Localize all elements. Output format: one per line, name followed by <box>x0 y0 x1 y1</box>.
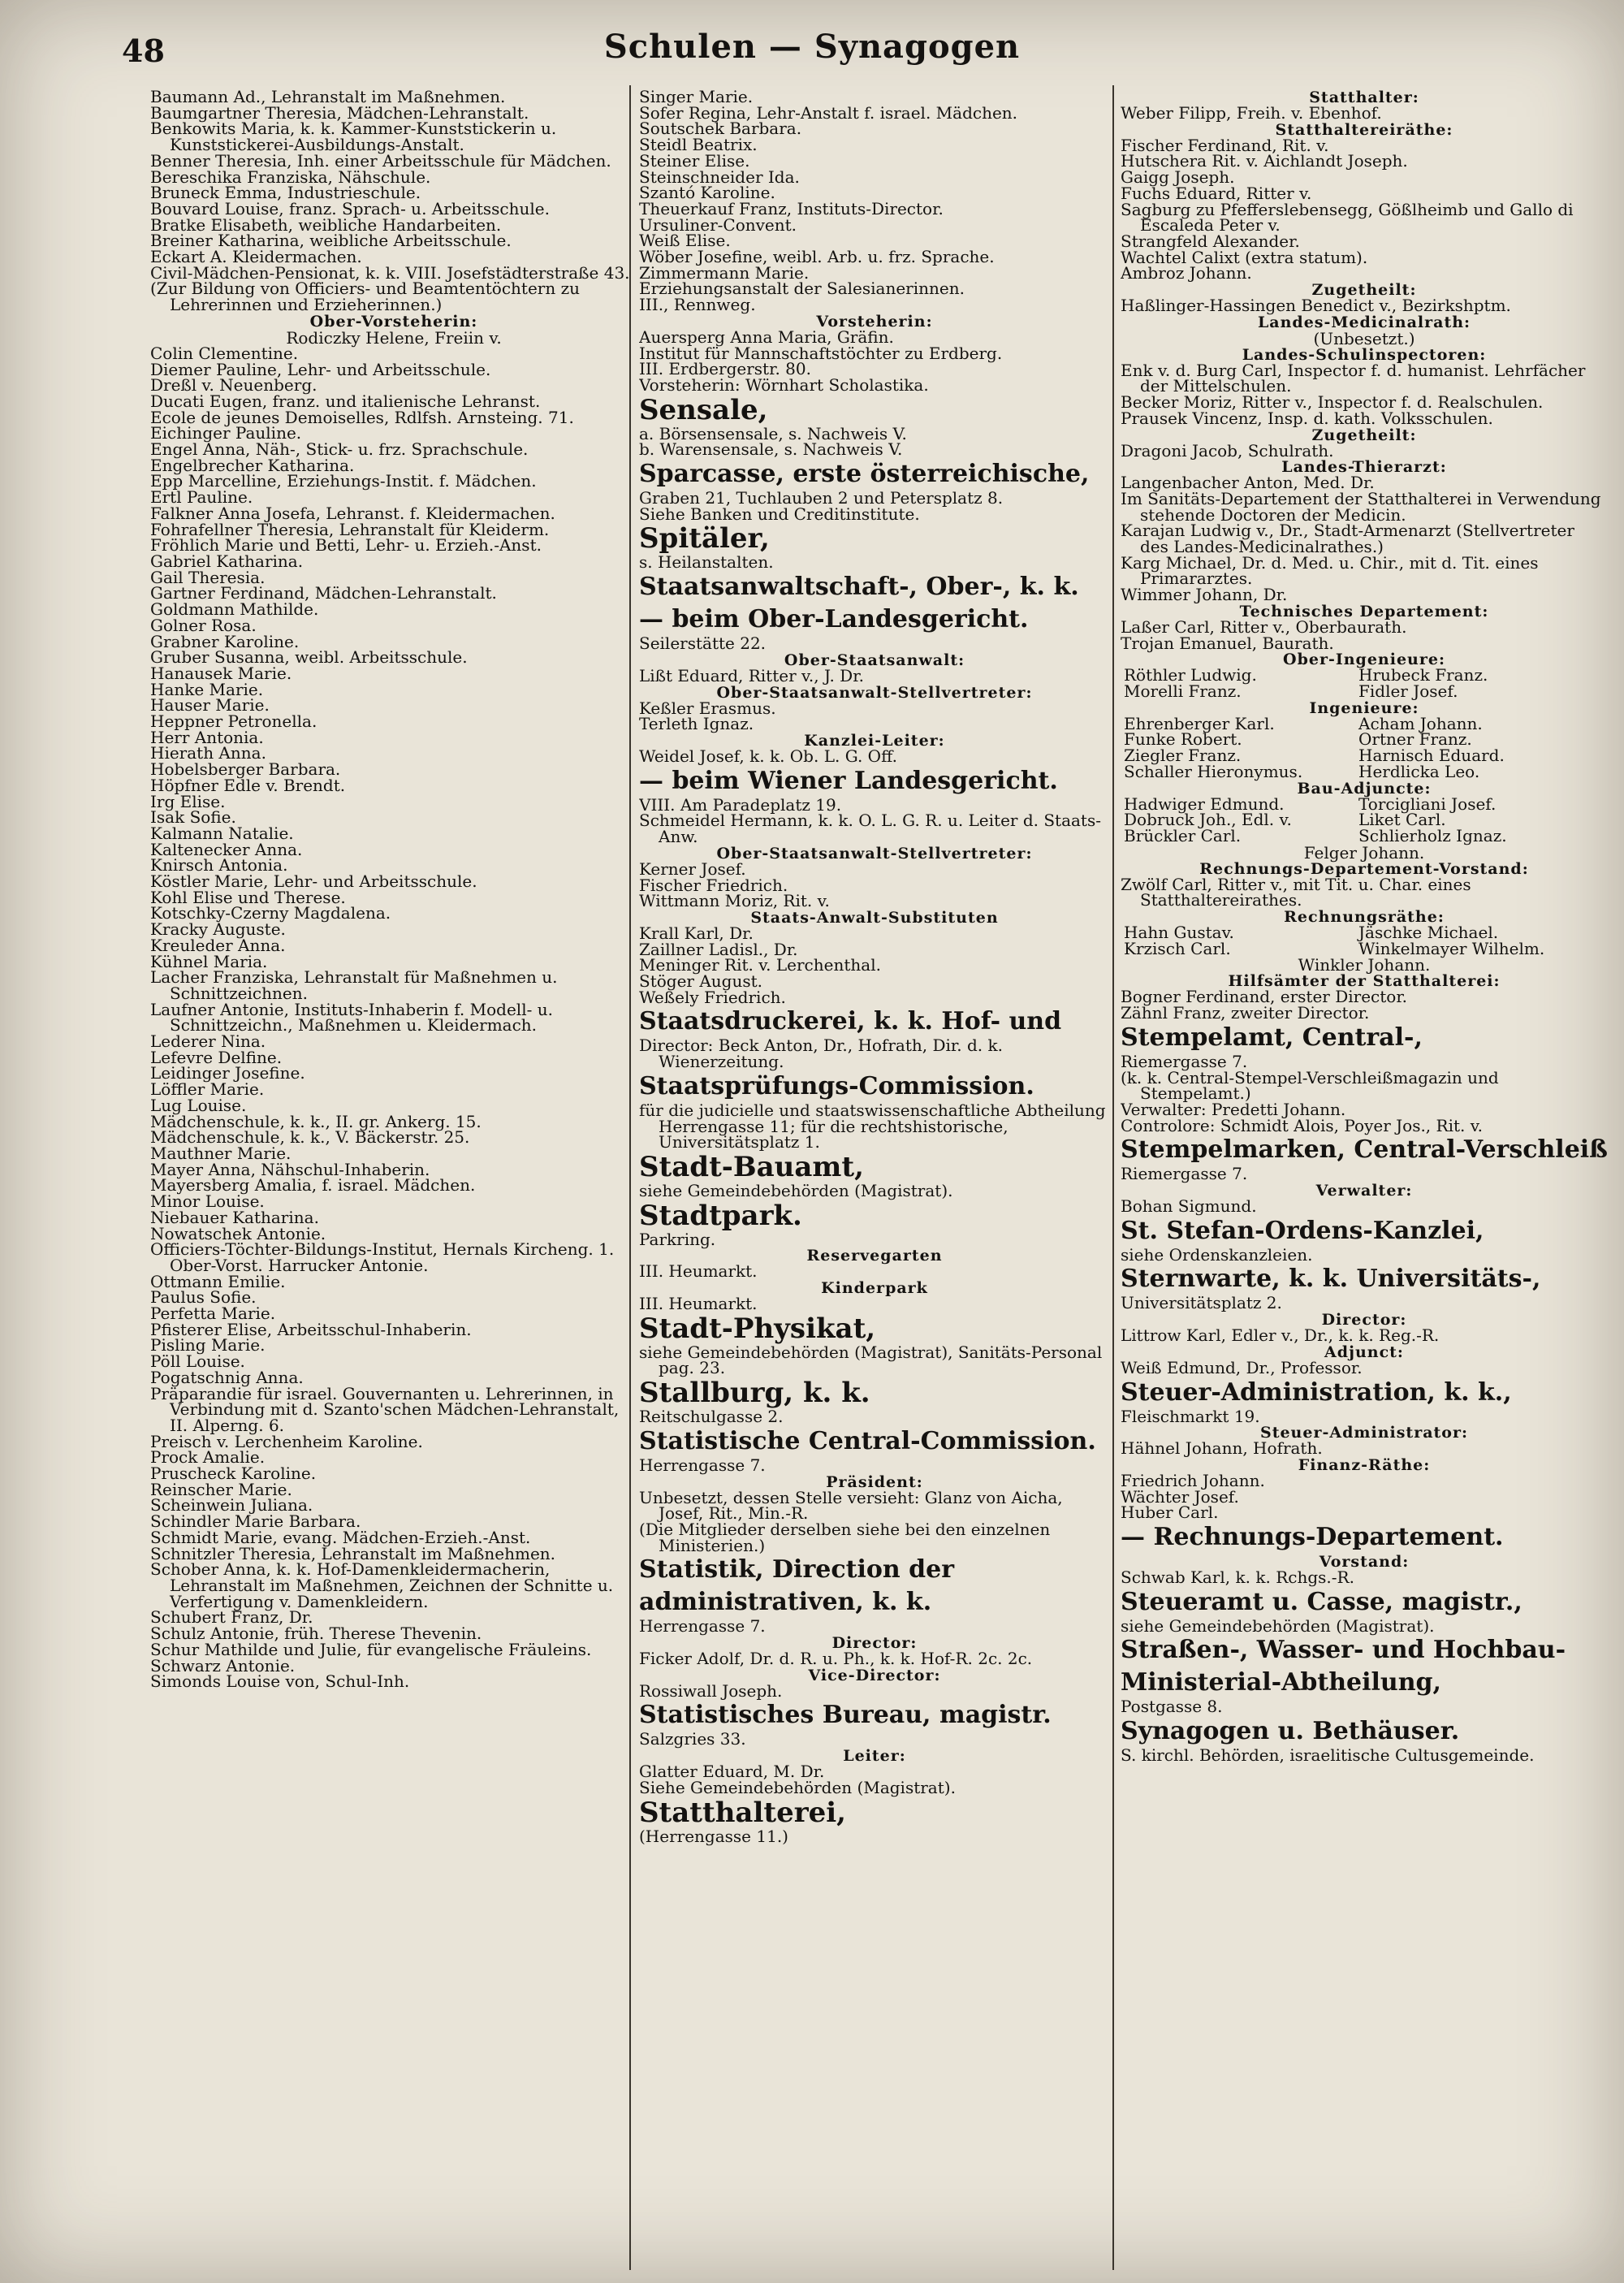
directory-entry: Keßler Erasmus. <box>639 698 776 718</box>
centered-entry: Rodiczky Helene, Freiin v. <box>286 327 502 348</box>
directory-entry: Ecole de jeunes Demoiselles, Rdlfsh. Arnsteing. 71. <box>150 407 574 427</box>
directory-entry: Glatter Eduard, M. Dr. <box>639 1762 825 1782</box>
directory-entry: Präparandie für israel. Gouvernanten u. Lehrerinnen, in Verbindung mit d. Szanto'schen Mädchen-Lehranstalt, II. Alperng. 6. <box>150 1383 620 1435</box>
directory-entry: Pfisterer Elise, Arbeitsschul-Inhaberin. <box>150 1319 472 1339</box>
directory-entry: (Zur Bildung von Officiers- und Beamtentöchtern zu Lehrerinnen und Erzieherinnen.) <box>150 279 581 315</box>
subheading: Landes-Medicinalrath: <box>1257 313 1471 331</box>
directory-entry: Fohrafellner Theresia, Lehranstalt für Kleiderm. <box>150 519 550 539</box>
section-heading: Sparcasse, erste österreichische, <box>639 460 1090 489</box>
directory-entry: Kohl Elise und Therese. <box>150 887 346 907</box>
section-heading: Statistik, Direction der administrativen, k. k. <box>639 1555 954 1617</box>
directory-entry: Kühnel Maria. <box>150 951 268 971</box>
directory-entry: Hauser Marie. <box>150 695 270 716</box>
directory-entry: Fröhlich Marie und Betti, Lehr- u. Erzieh.-Anst. <box>150 535 542 556</box>
directory-entry: Erziehungsanstalt der Salesianerinnen. <box>639 279 965 299</box>
pair-entry: Hadwiger Edmund. <box>1124 793 1285 814</box>
directory-entry: Kreuleder Anna. <box>150 935 286 955</box>
pair-entry: Krzisch Carl. <box>1124 938 1231 958</box>
directory-entry: Simonds Louise von, Schul-Inh. <box>150 1671 410 1692</box>
directory-entry: Weiß Elise. <box>639 231 731 251</box>
directory-entry: Nowatschek Antonie. <box>150 1223 326 1243</box>
directory-entry: Director: Beck Anton, Dr., Hofrath, Dir. d. k. Wienerzeitung. <box>639 1036 1003 1072</box>
pair-entry: Harnisch Eduard. <box>1358 746 1505 766</box>
section-heading: Straßen-, Wasser- und Hochbau-Ministerial-Abtheilung, <box>1121 1636 1566 1697</box>
pair-entry: Herdlicka Leo. <box>1358 761 1480 781</box>
directory-entry: III., Rennweg. <box>639 295 756 315</box>
directory-entry: Im Sanitäts-Departement der Statthalterei in Verwendung stehende Doctoren der Medicin. <box>1121 488 1601 525</box>
directory-entry: Diemer Pauline, Lehr- und Arbeitsschule. <box>150 359 491 379</box>
directory-entry: Mauthner Marie. <box>150 1144 292 1163</box>
directory-entry: Trojan Emanuel, Baurath. <box>1121 633 1334 653</box>
pair-entry: Ortner Franz. <box>1358 729 1472 750</box>
directory-entry: Preisch v. Lerchenheim Karoline. <box>150 1431 423 1451</box>
directory-entry: Meninger Rit. v. Lerchenthal. <box>639 955 881 975</box>
subheading: Landes-Thierarzt: <box>1281 458 1447 477</box>
section-heading: Stadt-Physikat, <box>639 1312 876 1345</box>
section-heading: Spitäler, <box>639 522 770 556</box>
subheading: Landes-Schulinspectoren: <box>1242 345 1487 364</box>
subheading: Ober-Vorsteherin: <box>309 312 478 331</box>
directory-entry: Hanke Marie. <box>150 679 264 699</box>
section-heading: Synagogen u. Bethäuser. <box>1121 1717 1460 1746</box>
directory-entry: Baumann Ad., Lehranstalt im Maßnehmen. <box>150 89 506 106</box>
centered-entry: Felger Johann. <box>1303 842 1425 863</box>
directory-entry: Civil-Mädchen-Pensionat, k. k. VIII. Josefstädterstraße 43. <box>150 262 630 283</box>
directory-entry: Officiers-Töchter-Bildungs-Institut, Hernals Kircheng. 1. Ober-Vorst. Harrucker Antonie. <box>150 1239 615 1275</box>
directory-entry: Pisling Marie. <box>150 1335 266 1356</box>
pair-entry: Ziegler Franz. <box>1124 746 1242 766</box>
directory-entry: Paulus Sofie. <box>150 1287 257 1308</box>
subheading: Ober-Staatsanwalt: <box>784 651 965 669</box>
directory-entry: Verwalter: Predetti Johann. <box>1121 1099 1346 1119</box>
directory-entry: Schwab Karl, k. k. Rchgs.-R. <box>1121 1567 1354 1588</box>
section-heading: Steueramt u. Casse, magistr., <box>1121 1587 1522 1616</box>
directory-entry: Karajan Ludwig v., Dr., Stadt-Armenarzt (Stellvertreter des Landes-Medicinalrathes.) <box>1121 521 1574 557</box>
subheading: Ober-Ingenieure: <box>1283 651 1445 669</box>
subheading: Vorstand: <box>1319 1553 1410 1572</box>
directory-entry: Breiner Katharina, weibliche Arbeitsschule. <box>150 231 512 251</box>
directory-entry: Lug Louise. <box>150 1095 247 1115</box>
subheading: Vorsteherin: <box>816 312 933 331</box>
section-heading: Stadt-Bauamt, <box>639 1150 864 1183</box>
directory-entry: Strangfeld Alexander. <box>1121 231 1300 251</box>
directory-entry: Siehe Gemeindebehörden (Magistrat). <box>639 1777 956 1797</box>
subheading: Reservegarten <box>806 1247 943 1265</box>
directory-entry: s. Heilanstalten. <box>639 552 774 573</box>
running-title: Schulen — Synagogen <box>603 28 1021 66</box>
directory-entry: Soutschek Barbara. <box>639 119 802 139</box>
directory-entry: Weßely Friedrich. <box>639 987 786 1007</box>
pair-entry: Morelli Franz. <box>1124 681 1242 701</box>
directory-entry: Prock Amalie. <box>150 1447 266 1468</box>
directory-entry: Gruber Susanna, weibl. Arbeitsschule. <box>150 647 468 668</box>
directory-entry: Fischer Friedrich. <box>639 875 788 895</box>
directory-entry: Herrengasse 7. <box>639 1616 766 1637</box>
directory-entry: Zähnl Franz, zweiter Director. <box>1121 1003 1370 1023</box>
directory-entry: Unbesetzt, dessen Stelle versieht: Glanz von Aicha, Josef, Rit., Min.-R. <box>639 1487 1063 1524</box>
directory-entry: Becker Moriz, Ritter v., Inspector f. d. Realschulen. <box>1121 392 1544 413</box>
subheading: Ober-Staatsanwalt-Stellvertreter: <box>716 683 1033 702</box>
directory-entry: Mayer Anna, Nähschul-Inhaberin. <box>150 1159 430 1179</box>
directory-entry: Lißt Eduard, Ritter v., J. Dr. <box>639 665 864 685</box>
directory-entry: Graben 21, Tuchlauben 2 und Petersplatz 8. <box>639 488 1004 508</box>
directory-entry: Ambroz Johann. <box>1121 263 1252 283</box>
pair-entry: Funke Robert. <box>1124 729 1242 750</box>
directory-entry: Gaigg Joseph. <box>1121 167 1235 188</box>
directory-entry: Schmeidel Hermann, k. k. O. L. G. R. u. Leiter d. Staats-Anw. <box>639 811 1101 847</box>
directory-entry: Langenbacher Anton, Med. Dr. <box>1121 473 1375 493</box>
directory-entry: Karg Michael, Dr. d. Med. u. Chir., mit d. Tit. eines Primararztes. <box>1121 552 1539 589</box>
directory-entry: Engelbrecher Katharina. <box>150 455 355 475</box>
directory-entry: III. Erdbergerstr. 80. <box>639 359 811 379</box>
directory-entry: Wittmann Moriz, Rit. v. <box>639 891 830 911</box>
directory-entry: Prausek Vincenz, Insp. d. kath. Volksschulen. <box>1121 408 1493 428</box>
directory-entry: Fischer Ferdinand, Rit. v. <box>1121 135 1329 155</box>
directory-entry: Institut für Mannschaftstöchter zu Erdberg. <box>639 343 1003 363</box>
directory-entry: Schwarz Antonie. <box>150 1655 296 1675</box>
pair-entry: Brückler Carl. <box>1124 825 1242 845</box>
directory-entry: Huber Carl. <box>1121 1503 1219 1523</box>
directory-entry: Reinscher Marie. <box>150 1479 292 1499</box>
directory-entry: Haßlinger-Hassingen Benedict v., Bezirkshptm. <box>1121 296 1511 316</box>
directory-entry: für die judicielle und staatswissenschaftliche Abtheilung Herrengasse 11; für die rechtshistorische, Universitätsplatz 1. <box>639 1100 1106 1152</box>
subheading: Leiter: <box>843 1747 906 1766</box>
section-heading: — beim Ober-Landesgericht. <box>639 605 1029 634</box>
directory-entry: Isak Sofie. <box>150 807 236 828</box>
directory-entry: Lacher Franziska, Lehranstalt für Maßnehmen u. Schnittzeichnen. <box>150 967 558 1003</box>
directory-entry: Eckart A. Kleidermachen. <box>150 247 362 267</box>
directory-entry: Heppner Petronella. <box>150 711 317 732</box>
directory-entry: Pogatschnig Anna. <box>150 1367 304 1387</box>
directory-entry: Engel Anna, Näh-, Stick- u. frz. Sprachschule. <box>150 439 529 460</box>
directory-entry: Steinschneider Ida. <box>639 166 800 187</box>
directory-entry: Wimmer Johann, Dr. <box>1121 585 1288 605</box>
directory-entry: Szantó Karoline. <box>639 183 775 203</box>
directory-entry: Seilerstätte 22. <box>639 633 767 654</box>
directory-entry: Löffler Marie. <box>150 1079 265 1100</box>
section-heading: St. Stefan-Ordens-Kanzlei, <box>1121 1216 1484 1245</box>
directory-entry: Kalmann Natalie. <box>150 823 294 843</box>
directory-entry: Baumgartner Theresia, Mädchen-Lehranstalt. <box>150 102 529 123</box>
directory-entry: Dragoni Jacob, Schulrath. <box>1121 440 1334 460</box>
directory-entry: Wachtel Calixt (extra statum). <box>1121 247 1368 267</box>
pair-entry: Fidler Josef. <box>1358 681 1458 701</box>
column-right <box>1121 89 1608 2274</box>
section-heading: Staatsprüfungs-Commission. <box>639 1071 1034 1100</box>
directory-entry: Theuerkauf Franz, Instituts-Director. <box>639 198 944 218</box>
pair-entry: Schlierholz Ignaz. <box>1358 825 1507 845</box>
subheading: Director: <box>831 1634 918 1653</box>
subheading: Präsident: <box>826 1472 923 1491</box>
subheading: Statthaltereiräthe: <box>1275 120 1453 139</box>
directory-entry: Littrow Karl, Edler v., Dr., k. k. Reg.-R. <box>1121 1325 1440 1346</box>
name-pair <box>1121 825 1608 845</box>
subheading: Rechnungsräthe: <box>1284 908 1445 927</box>
section-heading: Staatsdruckerei, k. k. Hof- und <box>639 1007 1062 1036</box>
subheading: Finanz-Räthe: <box>1298 1455 1431 1474</box>
pair-entry: Hahn Gustav. <box>1124 923 1234 943</box>
name-pair <box>1121 681 1608 701</box>
directory-entry: Auersperg Anna Maria, Gräfin. <box>639 326 894 347</box>
directory-entry: siehe Gemeindebehörden (Magistrat). <box>1121 1615 1435 1636</box>
directory-entry: siehe Gemeindebehörden (Magistrat). <box>639 1180 953 1200</box>
section-heading: Statthalterei, <box>639 1796 846 1829</box>
directory-entry: Schindler Marie Barbara. <box>150 1511 361 1532</box>
subheading: Kinderpark <box>821 1279 928 1298</box>
directory-entry: Weber Filipp, Freih. v. Ebenhof. <box>1121 103 1382 123</box>
directory-entry: Riemergasse 7. <box>1121 1164 1248 1184</box>
directory-entry: Herr Antonia. <box>150 727 264 747</box>
directory-entry: Universitätsplatz 2. <box>1121 1293 1282 1313</box>
directory-entry: Scheinwein Juliana. <box>150 1495 313 1516</box>
pair-entry: Röthler Ludwig. <box>1124 665 1257 685</box>
directory-entry: Parkring. <box>639 1229 716 1249</box>
directory-entry: Wöber Josefine, weibl. Arb. u. frz. Sprache. <box>639 247 995 267</box>
directory-entry: Schmidt Marie, evang. Mädchen-Erzieh.-Anst. <box>150 1527 531 1547</box>
section-heading: Sternwarte, k. k. Universitäts-, <box>1121 1265 1541 1294</box>
subheading: Director: <box>1321 1311 1407 1330</box>
directory-entry: Sofer Regina, Lehr-Anstalt f. israel. Mädchen. <box>639 102 1018 123</box>
subheading: Hilfsämter der Statthalterei: <box>1228 972 1501 991</box>
section-heading: Statistisches Bureau, magistr. <box>639 1701 1052 1730</box>
directory-entry: Vorsteherin: Wörnhart Scholastika. <box>639 374 929 395</box>
directory-entry: Niebauer Katharina. <box>150 1207 319 1227</box>
directory-entry: Hierath Anna. <box>150 743 266 763</box>
directory-entry: Epp Marcelline, Erziehungs-Instit. f. Mädchen. <box>150 471 537 491</box>
directory-entry: Ducati Eugen, franz. und italienische Lehranst. <box>150 391 541 411</box>
directory-entry: Salzgries 33. <box>639 1729 746 1749</box>
directory-entry: Gail Theresia. <box>150 567 266 587</box>
directory-entry: Minor Louise. <box>150 1191 265 1212</box>
directory-entry: Ursuliner-Convent. <box>639 214 797 235</box>
directory-entry: Hanausek Marie. <box>150 663 292 683</box>
directory-entry: Ficker Adolf, Dr. d. R. u. Ph., k. k. Hof-R. 2c. 2c. <box>639 1649 1033 1669</box>
directory-entry: Controlore: Schmidt Alois, Poyer Jos., Rit. v. <box>1121 1115 1484 1135</box>
directory-entry: Eichinger Pauline. <box>150 423 302 443</box>
pair-entry: Acham Johann. <box>1358 713 1483 733</box>
directory-entry: Golner Rosa. <box>150 615 257 635</box>
directory-entry: Schubert Franz, Dr. <box>150 1607 313 1628</box>
subheading: Vice-Director: <box>808 1666 941 1684</box>
section-heading: Sensale, <box>639 393 768 426</box>
directory-entry: Grabner Karoline. <box>150 631 300 651</box>
directory-entry: Leidinger Josefine. <box>150 1063 305 1083</box>
directory-entry: Kaltenecker Anna. <box>150 839 303 859</box>
subheading: Zugetheilt: <box>1311 426 1417 444</box>
directory-entry: Benkowits Maria, k. k. Kammer-Kunststickerin u. Kunststickerei-Ausbildungs-Anstalt. <box>150 119 557 155</box>
directory-entry: VIII. Am Paradeplatz 19. <box>639 794 842 815</box>
directory-entry: III. Heumarkt. <box>639 1261 758 1282</box>
directory-entry: Steidl Beatrix. <box>639 135 758 155</box>
directory-entry: Schur Mathilde und Julie, für evangelische Fräuleins. <box>150 1639 592 1659</box>
subheading: Steuer-Administrator: <box>1259 1424 1469 1442</box>
pair-entry: Torcigliani Josef. <box>1358 793 1497 814</box>
directory-entry: Bohan Sigmund. <box>1121 1196 1257 1217</box>
directory-entry: Irg Elise. <box>150 791 226 811</box>
directory-entry: Sagburg zu Pfefferslebensegg, Gößlheimb und Gallo di Escaleda Peter v. <box>1121 199 1574 236</box>
directory-entry: Stöger August. <box>639 971 763 992</box>
directory-entry: Singer Marie. <box>639 89 754 106</box>
pair-entry: Dobruck Joh., Edl. v. <box>1124 810 1292 830</box>
column-left <box>150 89 637 2274</box>
directory-entry: Rossiwall Joseph. <box>639 1680 783 1701</box>
directory-entry: Schulz Antonie, früh. Therese Thevenin. <box>150 1624 482 1644</box>
directory-entry: a. Börsensensale, s. Nachweis V. <box>639 423 907 443</box>
directory-entry: (Herrengasse 11.) <box>639 1826 788 1846</box>
section-heading: Stempelmarken, Central-Verschleiß <box>1121 1135 1608 1165</box>
section-heading: — beim Wiener Landesgericht. <box>639 766 1058 795</box>
pair-entry: Liket Carl. <box>1358 810 1446 830</box>
directory-entry: Schober Anna, k. k. Hof-Damenkleidermacherin, Lehranstalt im Maßnehmen, Zeichnen der Schnitte u. Verfertigung v. Damenkleidern. <box>150 1559 614 1611</box>
directory-entry: Goldmann Mathilde. <box>150 599 319 620</box>
directory-entry: Krall Karl, Dr. <box>639 923 754 943</box>
directory-entry: Gabriel Katharina. <box>150 551 304 571</box>
directory-entry: Mädchenschule, k. k., V. Bäckerstr. 25. <box>150 1127 470 1148</box>
directory-entry: Fuchs Eduard, Ritter v. <box>1121 183 1312 203</box>
subheading: Rechnungs-Departement-Vorstand: <box>1199 859 1529 878</box>
directory-entry: Laßer Carl, Ritter v., Oberbaurath. <box>1121 616 1407 637</box>
column-divider-2 <box>1112 85 1114 2270</box>
directory-entry: Terleth Ignaz. <box>639 714 754 734</box>
directory-entry: Enk v. d. Burg Carl, Inspector f. d. humanist. Lehrfächer der Mittelschulen. <box>1121 360 1586 396</box>
subheading: Adjunct: <box>1324 1343 1404 1361</box>
subheading: Ober-Staatsanwalt-Stellvertreter: <box>716 844 1033 863</box>
directory-entry: Bouvard Louise, franz. Sprach- u. Arbeitsschule. <box>150 198 550 218</box>
directory-entry: Reitschulgasse 2. <box>639 1407 784 1427</box>
centered-entry: Winkler Johann. <box>1298 955 1431 975</box>
subheading: Staats-Anwalt-Substituten <box>750 908 999 927</box>
section-heading: Stadtpark. <box>639 1199 802 1232</box>
directory-entry: Köstler Marie, Lehr- und Arbeitsschule. <box>150 871 477 892</box>
directory-entry: Friedrich Johann. <box>1121 1470 1265 1490</box>
directory-entry: Riemergasse 7. <box>1121 1051 1248 1071</box>
pair-entry: Schaller Hieronymus. <box>1124 761 1303 781</box>
directory-entry: Kerner Josef. <box>639 858 746 879</box>
directory-entry: Bogner Ferdinand, erster Director. <box>1121 987 1408 1007</box>
directory-entry: Kracky Auguste. <box>150 919 286 940</box>
directory-entry: Postgasse 8. <box>1121 1697 1223 1717</box>
directory-entry: Bereschika Franziska, Nähschule. <box>150 166 431 187</box>
directory-entry: Fleischmarkt 19. <box>1121 1406 1260 1426</box>
name-pair <box>1121 761 1608 781</box>
subheading: Statthalter: <box>1309 89 1419 106</box>
pair-entry: Hrubeck Franz. <box>1358 665 1488 685</box>
directory-entry: Weidel Josef, k. k. Ob. L. G. Off. <box>639 746 897 766</box>
directory-entry: Pruscheck Karoline. <box>150 1464 317 1484</box>
subheading: Technisches Departement: <box>1239 602 1489 620</box>
directory-entry: Mädchenschule, k. k., II. gr. Ankerg. 15. <box>150 1111 482 1131</box>
directory-entry: Pöll Louise. <box>150 1351 245 1372</box>
subheading: Zugetheilt: <box>1311 281 1417 300</box>
directory-entry: Ertl Pauline. <box>150 487 253 508</box>
directory-entry: S. kirchl. Behörden, israelitische Cultusgemeinde. <box>1121 1745 1535 1766</box>
subheading: Bau-Adjuncte: <box>1297 779 1432 798</box>
directory-entry: Mayersberg Amalia, f. israel. Mädchen. <box>150 1175 476 1196</box>
directory-entry: Dreßl v. Neuenberg. <box>150 375 317 396</box>
directory-entry: Perfetta Marie. <box>150 1304 276 1324</box>
directory-entry: b. Warensensale, s. Nachweis V. <box>639 439 903 460</box>
subheading: Kanzlei-Leiter: <box>804 731 945 750</box>
directory-entry: Benner Theresia, Inh. einer Arbeitsschule für Mädchen. <box>150 150 611 171</box>
directory-entry: Knirsch Antonia. <box>150 855 288 876</box>
directory-entry: siehe Ordenskanzleien. <box>1121 1244 1313 1265</box>
directory-entry: Schnitzler Theresia, Lehranstalt im Maßnehmen. <box>150 1543 556 1563</box>
directory-entry: Hähnel Johann, Hofrath. <box>1121 1438 1323 1459</box>
directory-entry: Hobelsberger Barbara. <box>150 759 341 780</box>
directory-entry: Hutschera Rit. v. Aichlandt Joseph. <box>1121 151 1408 171</box>
directory-entry: (k. k. Central-Stempel-Verschleißmagazin und Stempelamt.) <box>1121 1067 1499 1104</box>
section-heading: Staatsanwaltschaft-, Ober-, k. k. <box>639 573 1079 602</box>
directory-entry: Lefevre Delfine. <box>150 1047 283 1067</box>
subheading: Ingenieure: <box>1309 698 1419 717</box>
directory-entry: Wächter Josef. <box>1121 1486 1239 1507</box>
directory-entry: Siehe Banken und Creditinstitute. <box>639 504 920 524</box>
pair-entry: Winkelmayer Wilhelm. <box>1358 938 1545 958</box>
directory-entry: (Die Mitglieder derselben siehe bei den einzelnen Ministerien.) <box>639 1519 1051 1555</box>
directory-entry: Kotschky-Czerny Magdalena. <box>150 903 391 923</box>
directory-entry: Ottmann Emilie. <box>150 1271 286 1291</box>
section-heading: Stallburg, k. k. <box>639 1377 870 1410</box>
directory-entry: Bruneck Emma, Industrieschule. <box>150 183 421 203</box>
directory-entry: Laufner Antonie, Instituts-Inhaberin f. Modell- u. Schnittzeichn., Maßnehmen u. Kleidermach. <box>150 999 553 1036</box>
directory-entry: Lederer Nina. <box>150 1031 266 1052</box>
pair-entry: Jäschke Michael. <box>1358 923 1499 943</box>
section-heading: Statistische Central-Commission. <box>639 1426 1096 1455</box>
directory-entry: siehe Gemeindebehörden (Magistrat), Sanitäts-Personal pag. 23. <box>639 1342 1103 1378</box>
directory-entry: Zwölf Carl, Ritter v., mit Tit. u. Char. eines Statthaltereirathes. <box>1121 874 1471 910</box>
directory-entry: Zimmermann Marie. <box>639 262 810 283</box>
directory-entry: Weiß Edmund, Dr., Professor. <box>1121 1357 1363 1377</box>
directory-entry: Colin Clementine. <box>150 343 299 363</box>
section-heading: — Rechnungs-Departement. <box>1121 1523 1504 1552</box>
directory-entry: Falkner Anna Josefa, Lehranst. f. Kleidermachen. <box>150 503 555 523</box>
section-heading: Steuer-Administration, k. k., <box>1121 1377 1512 1407</box>
directory-entry: Höpfner Edle v. Brendt. <box>150 775 346 795</box>
pair-entry: Ehrenberger Karl. <box>1124 713 1275 733</box>
subheading: Verwalter: <box>1315 1182 1413 1200</box>
section-heading: Stempelamt, Central-, <box>1121 1023 1423 1052</box>
directory-entry: III. Heumarkt. <box>639 1294 758 1314</box>
directory-entry: Gartner Ferdinand, Mädchen-Lehranstalt. <box>150 583 497 603</box>
page-number: 48 <box>122 32 165 69</box>
column-middle <box>639 89 1110 2274</box>
directory-entry: Bratke Elisabeth, weibliche Handarbeiten. <box>150 214 502 235</box>
centered-entry: (Unbesetzt.) <box>1313 328 1415 348</box>
directory-entry: Zaillner Ladisl., Dr. <box>639 939 798 959</box>
directory-entry: Steiner Elise. <box>639 150 750 171</box>
directory-entry: Herrengasse 7. <box>639 1455 766 1475</box>
